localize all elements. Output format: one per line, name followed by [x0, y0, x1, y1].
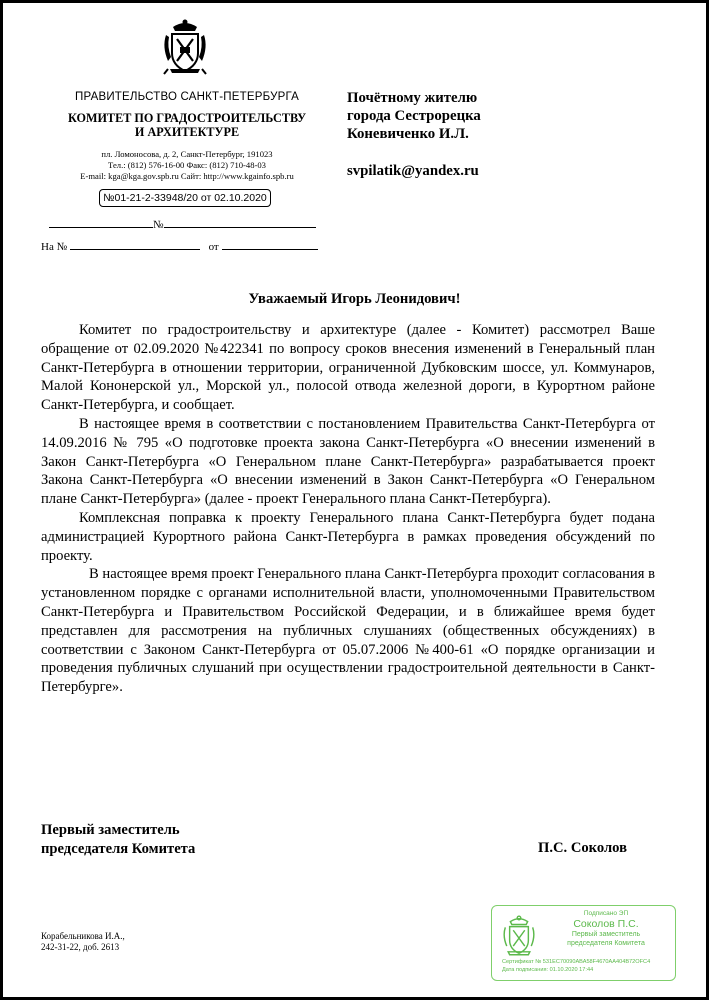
recipient-block: [347, 89, 481, 143]
electronic-signature-stamp: [491, 905, 676, 981]
executor-phone: 242-31-22, доб. 2613: [41, 942, 120, 952]
stamp-signed-date: Дата подписания: 01.10.2020 17:44: [502, 966, 594, 973]
signatory-position-line2: председателя Комитета: [41, 841, 196, 857]
signatory-name: П.С. Соколов: [538, 840, 627, 856]
committee-contacts: E-mail: kga@kga.gov.spb.ru Сайт: http://www.kgainfo.spb.ru: [80, 171, 294, 181]
stamp-certificate: Сертификат № 531ЕС70090АВА58F4670АА404В72ОFС4: [502, 959, 651, 965]
executor-info: [41, 931, 125, 953]
registration-number-box: №01-21-2-33948/20 от 02.10.2020: [99, 189, 271, 207]
greeting: Уважаемый Игорь Леонидович!: [248, 291, 461, 307]
paragraph: В настоящее время проект Генерального плана Санкт-Петербурга проходит согласования в установленном порядке с органами исполнительной власти, уполномоченными Правительством Санкт-Петербурга и Правительством Российской Федерации, и в ближайшее время будет представлен для рассмотрения на публичных слушаниях (общественных обсуждениях) в соответствии с Законом Санкт-Петербурга от 05.07.2006 №400-61 «О порядке организации и проведения публичных слушаний при осуществлении градостроительной деятельности в Санкт-Петербурге».: [41, 566, 655, 696]
paragraph: В настоящее время в соответствии с постановлением Правительства Санкт-Петербурга от 14.09.2016 № 795 «О подготовке проекта закона Санкт-Петербурга «О внесении изменений в Закон Санкт-Петербурга «О Генеральном плане Санкт-Петербурга» разрабатывается проект Закона Санкт-Петербурга «О внесении изменений в Закон Санкт-Петербурга «О Генеральном плане Санкт-Петербурга» (далее - проект Генерального плана Санкт-Петербурга).: [41, 415, 655, 508]
reference-on-label: На №: [41, 241, 68, 253]
reference-number-blank: [70, 239, 200, 250]
stamp-coat-of-arms-icon: [501, 914, 537, 958]
committee-title-line1: КОМИТЕТ ПО ГРАДОСТРОИТЕЛЬСТВУ: [67, 111, 307, 125]
executor-name: Корабельникова И.А.,: [41, 931, 125, 941]
number-sign: №: [153, 219, 164, 231]
committee-title: [37, 111, 337, 139]
number-blank: [164, 217, 316, 228]
signatory-position: [41, 821, 195, 859]
outgoing-number-line: [49, 217, 316, 231]
stamp-text: [540, 909, 672, 948]
paragraph: Комплексная поправка к проекту Генерального плана Санкт-Петербурга будет подана администрацией Курортного района Санкт-Петербурга в рамках проведения обсуждений по проекту.: [41, 509, 655, 564]
coat-of-arms-icon: [160, 17, 210, 77]
committee-title-line2: И АРХИТЕКТУРЕ: [134, 125, 240, 139]
recipient-email: svpilatik@yandex.ru: [347, 163, 479, 179]
stamp-position-line1: Первый заместитель: [571, 931, 641, 938]
reference-line: [41, 239, 318, 253]
recipient-line1: Почётному жителю: [347, 90, 478, 106]
stamp-title: Подписано ЭП: [583, 910, 629, 917]
date-blank: [49, 217, 153, 228]
recipient-line2: города Сестрорецка: [347, 108, 481, 124]
reference-from-label: от: [208, 241, 219, 253]
reference-date-blank: [222, 239, 318, 250]
stamp-footer: [502, 959, 650, 974]
signatory-position-line1: Первый заместитель: [41, 822, 180, 838]
recipient-line3: Коневиченко И.Л.: [347, 126, 469, 142]
committee-phones: Тел.: (812) 576-16-00 Факс: (812) 710-48-03: [108, 160, 266, 170]
stamp-position-line2: председателя Комитета: [567, 939, 645, 947]
committee-address: пл. Ломоносова, д. 2, Санкт-Петербург, 191023: [101, 149, 273, 159]
letter-body: [41, 321, 655, 697]
paragraph: Комитет по градостроительству и архитектуре (далее - Комитет) рассмотрел Ваше обращение от 02.09.2020 №422341 по вопросу сроков внесения изменений в Генеральный план Санкт-Петербурга в отношении территории, ограниченной Дубковским шоссе, ул. Коммунаров, Малой Кононерской ул., Морской ул., полосой отвода железной дороги, в Курортном районе Санкт-Петербурга, и сообщает.: [41, 322, 655, 414]
stamp-signer-name: Соколов П.С.: [573, 918, 639, 930]
government-title: ПРАВИТЕЛЬСТВО САНКТ-ПЕТЕРБУРГА: [75, 91, 299, 103]
